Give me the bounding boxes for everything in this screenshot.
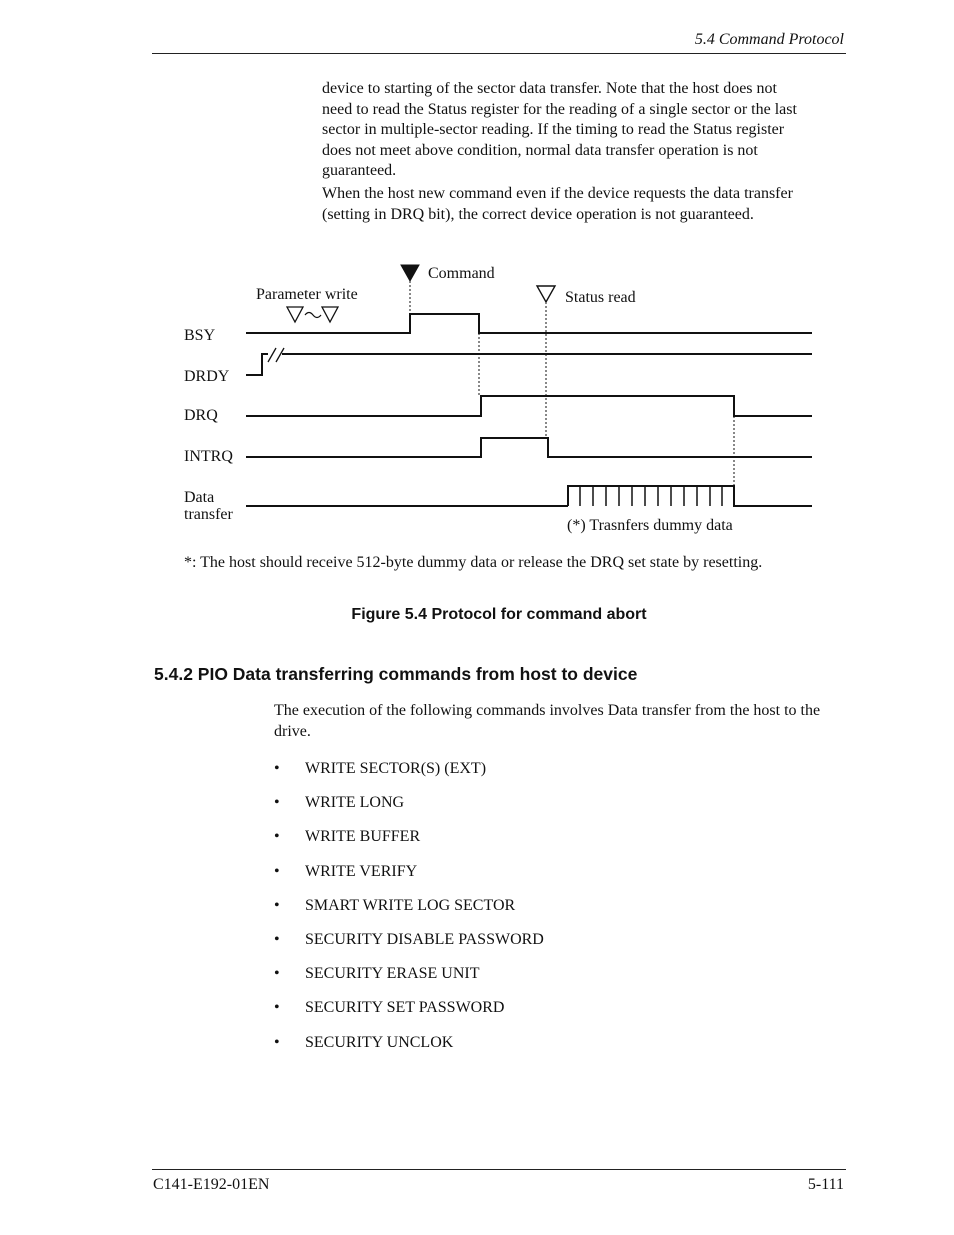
list-item bbox=[274, 997, 544, 1031]
command-name: SECURITY UNCLOK bbox=[305, 1033, 454, 1051]
command-name: SMART WRITE LOG SECTOR bbox=[305, 896, 516, 914]
running-header: 5.4 Command Protocol bbox=[694, 31, 844, 48]
command-list bbox=[274, 758, 544, 1066]
bullet-icon: • bbox=[274, 794, 280, 812]
drdy-waveform bbox=[246, 354, 268, 375]
list-item bbox=[274, 963, 544, 997]
status-read-label: Status read bbox=[565, 289, 636, 306]
command-marker-icon bbox=[401, 265, 419, 281]
intrq-waveform bbox=[246, 438, 812, 457]
figure-caption: Figure 5.4 Protocol for command abort bbox=[351, 606, 647, 623]
paragraph: When the host new command even if the device requests the data transfer (setting in DRQ bit), the correct device operation is not guaranteed. bbox=[322, 185, 793, 223]
command-label: Command bbox=[428, 265, 495, 282]
signal-label-drdy: DRDY bbox=[184, 368, 230, 385]
timing-diagram bbox=[0, 0, 954, 590]
footer-rule bbox=[152, 1169, 846, 1170]
list-item bbox=[274, 1032, 544, 1066]
bullet-icon: • bbox=[274, 896, 280, 914]
document-id: C141-E192-01EN bbox=[153, 1176, 270, 1193]
bsy-waveform bbox=[246, 314, 812, 333]
data-transfer-waveform bbox=[246, 486, 812, 506]
list-item bbox=[274, 758, 544, 792]
command-name: SECURITY ERASE UNIT bbox=[305, 965, 480, 983]
bullet-icon: • bbox=[274, 862, 280, 880]
bullet-icon: • bbox=[274, 965, 280, 983]
command-name: WRITE SECTOR(S) (EXT) bbox=[305, 760, 487, 777]
signal-label-transfer: transfer bbox=[184, 506, 233, 523]
section-heading: 5.4.2 PIO Data transferring commands from host to device bbox=[154, 664, 638, 684]
bullet-icon: • bbox=[274, 828, 280, 846]
diagram-footnote: *: The host should receive 512-byte dummy data or release the DRQ set state by resetting. bbox=[184, 554, 763, 571]
parameter-write-label: Parameter write bbox=[256, 286, 358, 303]
tilde-icon bbox=[305, 313, 321, 318]
command-name: SECURITY SET PASSWORD bbox=[305, 999, 505, 1017]
dummy-data-label: (*) Trasnfers dummy data bbox=[567, 517, 733, 534]
command-name: WRITE VERIFY bbox=[305, 862, 418, 880]
list-item bbox=[274, 861, 544, 895]
bullet-icon: • bbox=[274, 930, 280, 948]
status-read-marker-icon bbox=[537, 286, 555, 302]
list-item bbox=[274, 895, 544, 929]
parameter-start-marker-icon bbox=[287, 307, 303, 322]
command-name: SECURITY DISABLE PASSWORD bbox=[305, 930, 544, 948]
page-number: 5-111 bbox=[807, 1176, 844, 1193]
list-item bbox=[274, 792, 544, 826]
signal-label-drq: DRQ bbox=[184, 407, 218, 424]
bullet-icon: • bbox=[274, 760, 280, 777]
parameter-end-marker-icon bbox=[322, 307, 338, 322]
command-name: WRITE LONG bbox=[305, 794, 405, 812]
paragraph: device to starting of the sector data transfer. Note that the host does not need to read the Status register for the reading of a single sector or the last sector in multiple-sector reading. If the timing to read the Status register does not meet above condition, normal data transfer operation is not guaranteed. bbox=[322, 80, 797, 179]
bullet-icon: • bbox=[274, 999, 280, 1017]
signal-label-data: Data bbox=[184, 489, 215, 506]
list-item bbox=[274, 929, 544, 963]
command-name: WRITE BUFFER bbox=[305, 828, 421, 846]
list-item bbox=[274, 826, 544, 860]
bullet-icon: • bbox=[274, 1033, 280, 1051]
section-intro: The execution of the following commands involves Data transfer from the host to the drive. bbox=[274, 702, 821, 740]
signal-label-bsy: BSY bbox=[184, 327, 216, 344]
signal-label-intrq: INTRQ bbox=[184, 448, 233, 465]
drq-waveform bbox=[246, 396, 812, 416]
